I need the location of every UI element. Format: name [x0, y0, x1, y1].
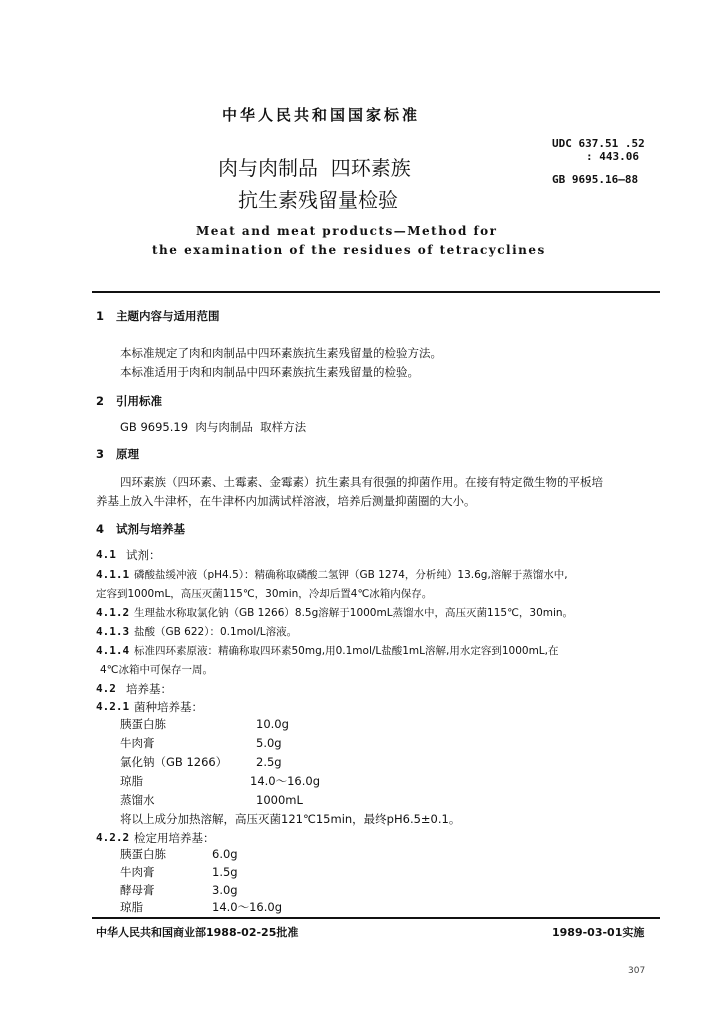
clause-4-1-3-text: 盐酸（GB 622）：0.1mol/L溶液。 — [134, 626, 298, 638]
clause-4-1-3-number: 4.1.3 — [96, 625, 130, 638]
clause-4-1-1-line-2: 定容到1000mL，高压灭菌115℃，30min，冷却后置4℃冰箱内保存。 — [96, 588, 433, 600]
approval-line: 中华人民共和国商业部1988-02-25批准 — [96, 926, 299, 939]
clause-4-1-4-line-2: 4℃冰箱中可保存一周。 — [100, 664, 213, 676]
list-item-name: 胰蛋白胨 — [120, 847, 166, 861]
clause-4-1-text: 试剂： — [126, 548, 161, 562]
clause-4-1-number: 4.1 — [96, 548, 116, 561]
list-item-name: 牛肉膏 — [120, 865, 155, 879]
section-2-number: 2 — [96, 394, 105, 408]
section-1-heading: 主题内容与适用范围 — [116, 309, 220, 323]
clause-4-2-text: 培养基： — [126, 682, 172, 696]
list-item-qty: 5.0g — [256, 736, 282, 750]
title-en-line1: Meat and meat products—Method for — [196, 224, 498, 238]
title-cn-line2: 抗生素残留量检验 — [238, 188, 398, 212]
list-item-name: 氯化钠（GB 1266） — [120, 755, 228, 769]
section-1-para-2: 本标准适用于肉和肉制品中四环素族抗生素残留量的检验。 — [120, 365, 419, 379]
list-item-name: 酵母膏 — [120, 883, 155, 897]
header-rule — [92, 291, 660, 293]
section-2-heading: 引用标准 — [116, 394, 162, 408]
udc-code-line1: UDC 637.51 .52 — [552, 137, 645, 150]
clause-4-1-2-number: 4.1.2 — [96, 606, 130, 619]
clause-4-1-4-line-1: 标准四环素原液：精确称取四环素50mg,用0.1mol/L盐酸1mL溶解,用水定容到1000mL,在 — [134, 645, 559, 657]
list-item-qty: 1000mL — [256, 793, 303, 807]
list-item-qty: 6.0g — [212, 847, 238, 861]
footer-rule — [92, 917, 660, 919]
clause-4-2-1-number: 4.2.1 — [96, 700, 130, 713]
list-item-name: 琼脂 — [120, 774, 143, 788]
section-2-reference: GB 9695.19 肉与肉制品 取样方法 — [120, 420, 307, 434]
section-4-number: 4 — [96, 522, 105, 536]
section-3-heading: 原理 — [116, 447, 139, 461]
clause-4-1-2-text: 生理盐水称取氯化钠（GB 1266）8.5g溶解于1000mL蒸馏水中，高压灭菌115℃，30min。 — [134, 607, 574, 619]
list-item-name: 蒸馏水 — [120, 793, 155, 807]
gb-code: GB 9695.16—88 — [552, 173, 639, 186]
section-1-para-1: 本标准规定了肉和肉制品中四环素族抗生素残留量的检验方法。 — [120, 346, 442, 360]
clause-4-2-1-note: 将以上成分加热溶解，高压灭菌121℃15min，最终pH6.5±0.1。 — [120, 812, 461, 826]
list-item-qty: 1.5g — [212, 865, 238, 879]
page-number: 307 — [628, 966, 646, 976]
list-item-name: 牛肉膏 — [120, 736, 155, 750]
title-en-line2: the examination of the residues of tetracyclines — [152, 243, 546, 257]
section-3-number: 3 — [96, 447, 105, 461]
list-item-qty: 2.5g — [256, 755, 282, 769]
section-4-heading: 试剂与培养基 — [116, 522, 185, 536]
list-item-qty: 10.0g — [256, 717, 289, 731]
list-item-name: 琼脂 — [120, 900, 143, 914]
list-item-name: 胰蛋白胨 — [120, 717, 166, 731]
list-item-qty: 14.0～16.0g — [250, 774, 321, 788]
clause-4-2-number: 4.2 — [96, 682, 116, 695]
effective-date: 1989-03-01实施 — [552, 926, 645, 939]
section-3-para-line-1: 四环素族（四环素、土霉素、金霉素）抗生素具有很强的抑菌作用。在接有特定微生物的平板培 — [120, 475, 603, 489]
section-3-para-line-2: 养基上放入牛津杯，在牛津杯内加满试样溶液，培养后测量抑菌圈的大小。 — [96, 494, 476, 508]
clause-4-2-2-text: 检定用培养基： — [134, 831, 215, 845]
title-cn-line1: 肉与肉制品 四环素族 — [218, 156, 411, 180]
clause-4-2-1-text: 菌种培养基： — [134, 700, 203, 714]
section-1-number: 1 — [96, 309, 105, 323]
udc-code-line2: : 443.06 — [586, 150, 639, 163]
issuing-body: 中华人民共和国国家标准 — [222, 106, 421, 124]
list-item-qty: 14.0～16.0g — [212, 900, 283, 914]
clause-4-2-2-number: 4.2.2 — [96, 831, 130, 844]
clause-4-1-1-number: 4.1.1 — [96, 568, 130, 581]
list-item-qty: 3.0g — [212, 883, 238, 897]
clause-4-1-4-number: 4.1.4 — [96, 644, 130, 657]
clause-4-1-1-line-1: 磷酸盐缓冲液（pH4.5）：精确称取磷酸二氢钾（GB 1274，分析纯）13.6g,溶解于蒸馏水中, — [134, 569, 568, 581]
